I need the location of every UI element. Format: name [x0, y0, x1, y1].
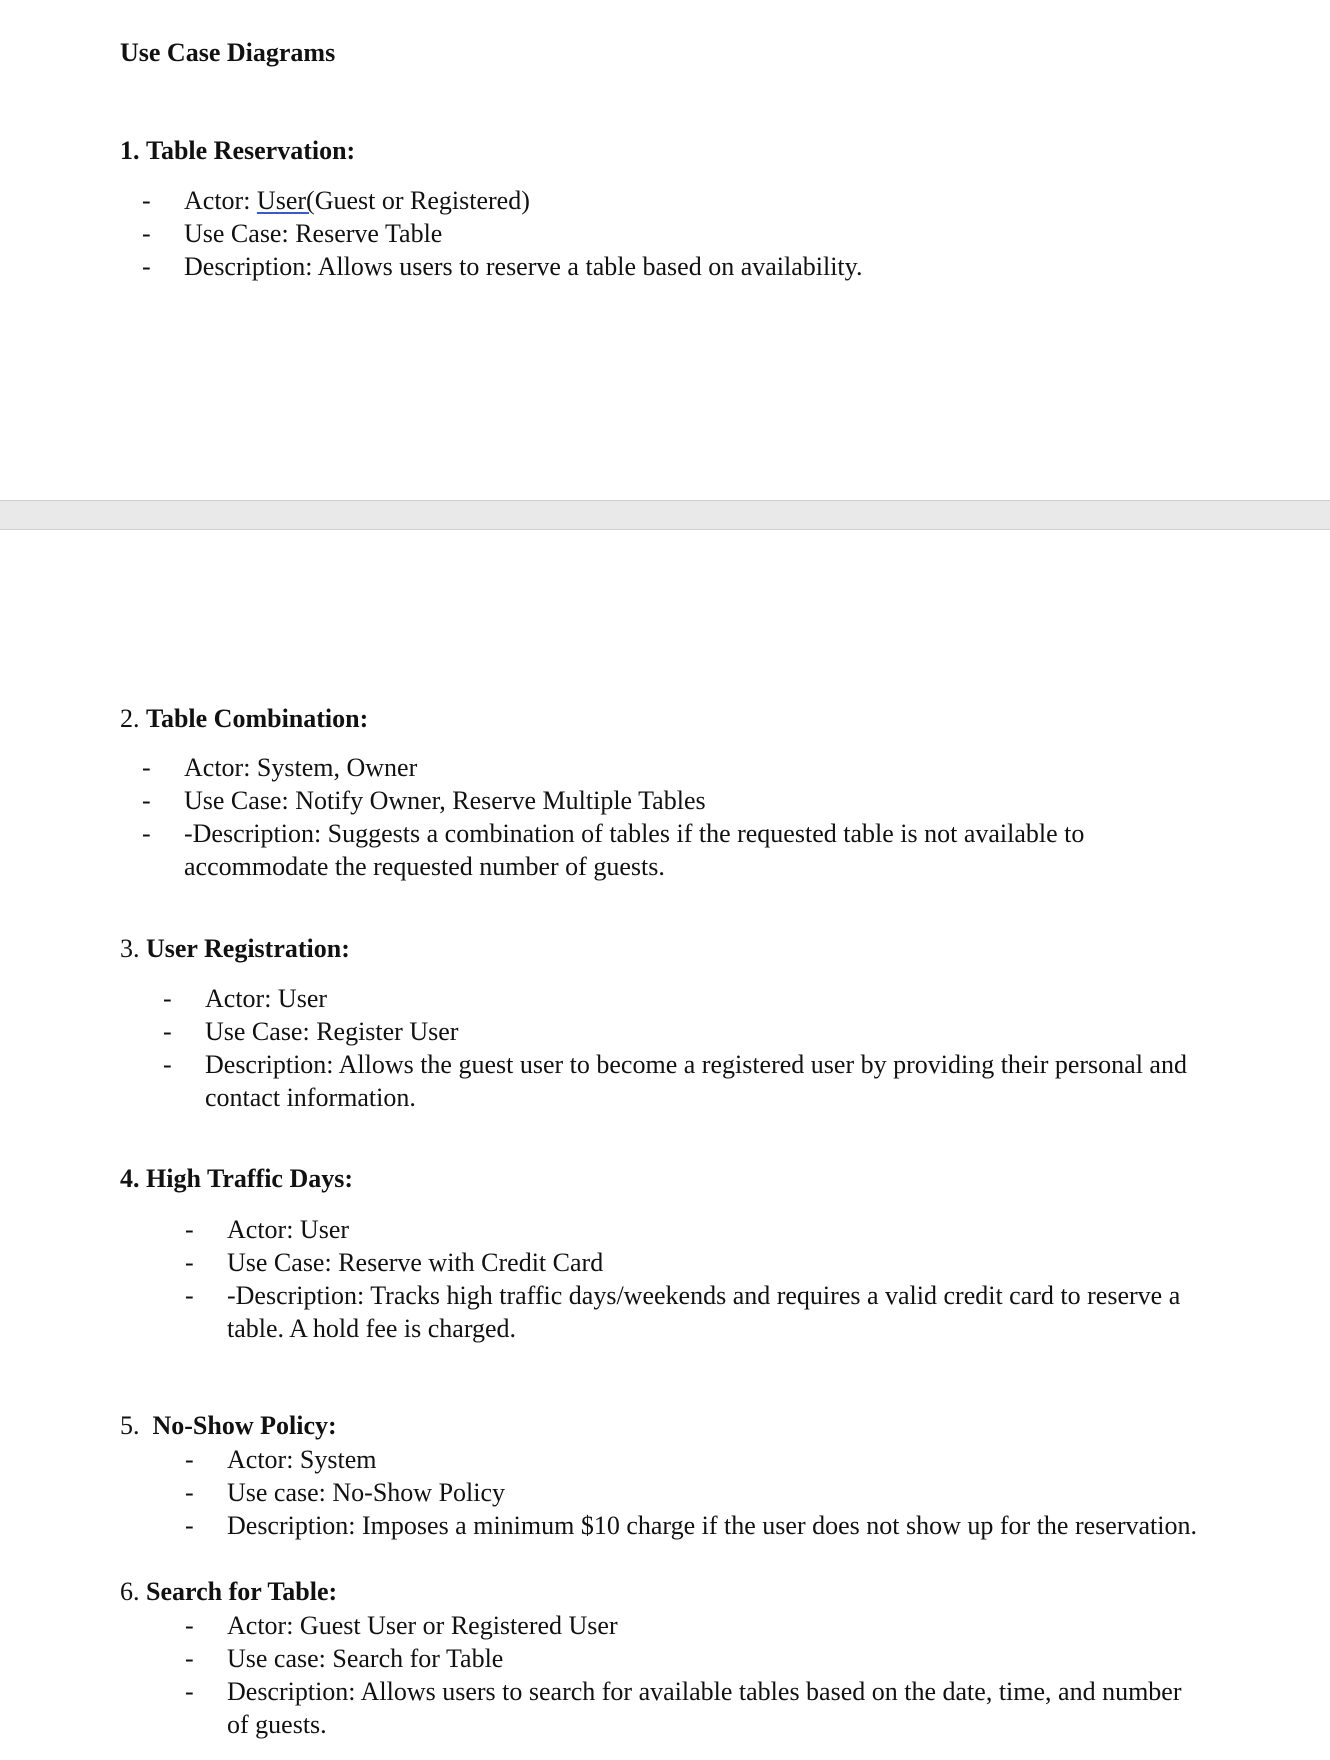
item-text: Guest or Registered) — [314, 186, 530, 215]
bullet-dash: - — [185, 1215, 194, 1244]
list-item — [163, 1048, 1205, 1114]
list-item — [163, 982, 1205, 1015]
section-title: Table Combination: — [146, 704, 369, 733]
section-title: Search for Table: — [146, 1577, 338, 1606]
list-item — [142, 784, 1204, 817]
bullet-dash: - — [185, 1248, 194, 1277]
bullet-dash: - — [163, 1050, 172, 1079]
bullet-dash: - — [142, 819, 151, 848]
bullet-dash: - — [185, 1478, 194, 1507]
section-items-table-combination — [142, 751, 1204, 883]
section-number: 2. — [120, 704, 140, 733]
section-number: 5. — [120, 1411, 140, 1440]
item-text: Use Case: Reserve Table — [184, 219, 443, 248]
list-item — [185, 1509, 1207, 1542]
item-text: -Description: Suggests a combination of tables if the requested table is not available to accommodate the requested number of guests. — [184, 819, 1085, 881]
item-text: Actor: Guest User or Registered User — [227, 1611, 618, 1640]
list-item — [185, 1642, 1207, 1675]
section-items-user-registration — [163, 982, 1205, 1114]
section-number: 6. — [120, 1577, 140, 1606]
list-item — [185, 1476, 1207, 1509]
item-text: Description: Allows the guest user to become a registered user by providing their personal and contact information. — [205, 1050, 1187, 1112]
section-items-no-show-policy — [185, 1443, 1207, 1542]
bullet-dash: - — [185, 1611, 194, 1640]
item-text: Actor: User — [205, 984, 328, 1013]
bullet-dash: - — [185, 1644, 194, 1673]
section-heading-no-show-policy — [120, 1409, 337, 1443]
bullet-dash: - — [142, 219, 151, 248]
section-heading-high-traffic-days — [120, 1162, 353, 1196]
list-item — [142, 817, 1204, 883]
section-items-high-traffic-days — [185, 1213, 1207, 1345]
page-break-gap — [0, 500, 1330, 530]
bullet-dash: - — [142, 186, 151, 215]
list-item — [185, 1279, 1207, 1345]
item-text: Use case: No-Show Policy — [227, 1478, 506, 1507]
document-title: Use Case Diagrams — [120, 38, 336, 67]
list-item — [185, 1246, 1207, 1279]
list-item — [163, 1015, 1205, 1048]
list-item — [185, 1443, 1207, 1476]
section-title: Table Reservation: — [146, 136, 356, 165]
section-title: No-Show Policy: — [152, 1411, 337, 1440]
item-text: Actor: User — [227, 1215, 350, 1244]
section-number: 1. — [120, 136, 140, 165]
item-text: Actor: System — [227, 1445, 377, 1474]
bullet-dash: - — [185, 1281, 194, 1310]
bullet-dash: - — [163, 1017, 172, 1046]
section-number: 3. — [120, 934, 140, 963]
item-text: Use Case: Register User — [205, 1017, 459, 1046]
list-item — [185, 1609, 1207, 1642]
section-title: High Traffic Days: — [146, 1164, 354, 1193]
document-page-1 — [0, 0, 1330, 500]
list-item — [185, 1213, 1207, 1246]
section-number: 4. — [120, 1164, 140, 1193]
item-text: Use case: Search for Table — [227, 1644, 504, 1673]
section-heading-table-reservation — [120, 134, 355, 168]
section-heading-table-combination — [120, 702, 368, 736]
bullet-dash: - — [185, 1445, 194, 1474]
section-items-table-reservation — [142, 184, 1284, 283]
item-prefix: Actor: — [184, 186, 257, 215]
bullet-dash: - — [142, 252, 151, 281]
list-item — [142, 217, 1284, 250]
list-item — [185, 1675, 1207, 1741]
item-text: Description: Allows users to reserve a table based on availability. — [184, 252, 863, 281]
bullet-dash: - — [142, 753, 151, 782]
item-text: Use Case: Reserve with Credit Card — [227, 1248, 604, 1277]
section-heading-user-registration — [120, 932, 350, 966]
bullet-dash: - — [185, 1511, 194, 1540]
item-text: Actor: System, Owner — [184, 753, 418, 782]
bullet-dash: - — [142, 786, 151, 815]
item-text: -Description: Tracks high traffic days/weekends and requires a valid credit card to reserve a table. A hold fee is charged. — [227, 1281, 1181, 1343]
spellcheck-underlined-word: User( — [256, 186, 315, 215]
item-text: Use Case: Notify Owner, Reserve Multiple Tables — [184, 786, 706, 815]
list-item — [142, 751, 1204, 784]
section-heading-search-for-table — [120, 1575, 337, 1609]
item-text: Description: Allows users to search for available tables based on the date, time, and number of guests. — [227, 1677, 1182, 1739]
list-item — [142, 184, 1284, 217]
bullet-dash: - — [185, 1677, 194, 1706]
list-item — [142, 250, 1284, 283]
section-title: User Registration: — [146, 934, 350, 963]
section-items-search-for-table — [185, 1609, 1207, 1741]
item-text: Description: Imposes a minimum $10 charge if the user does not show up for the reservation. — [227, 1511, 1197, 1540]
bullet-dash: - — [163, 984, 172, 1013]
